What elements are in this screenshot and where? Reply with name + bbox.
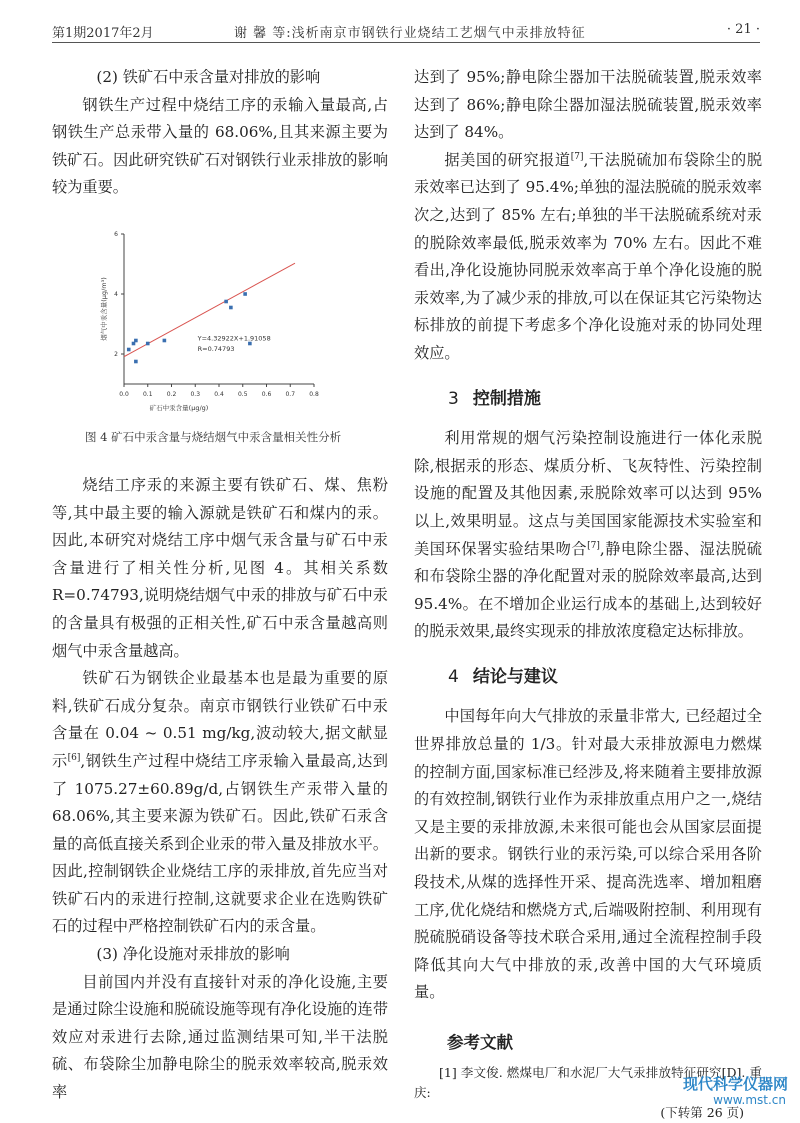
data-point [163, 339, 167, 343]
continued-note: (下转第 26 页) [660, 1104, 744, 1120]
paragraph: 据美国的研究报道[7],干法脱硫加布袋除尘的脱汞效率已达到了 95.4%;单独的湿法脱硫的脱汞效率次之,达到了 85% 左右;单独的半干法脱硫系统对汞的脱除效率最低,脱汞效率为 70% 左右。因此不难看出,净化设施协同脱汞效率高于单个净化设施的脱汞效率,为了减少汞的排放,可以在保证其它污染物达标排放的前提下考虑多个净化设施对汞的协同处理效应。 [414, 150, 763, 362]
y-tick-label: 2 [114, 350, 118, 358]
subheading-ore-mercury: (2) 铁矿石中汞含量对排放的影响 [96, 68, 321, 86]
left-column [52, 64, 388, 1107]
x-tick-label: 0.5 [237, 390, 248, 398]
paragraph: 利用常规的烟气污染控制设施进行一体化汞脱除,根据汞的形态、煤质分析、飞灰特性、污染控制设施的配置及其他因素,汞脱除效率可以达到 95% 以上,效果明显。这点与美国国家能源技术实验室和美国环保署实验结果吻合[7],静电除尘器、湿法脱硫和布袋除尘器的净化配置对汞的脱除效率最高,达到 95.4%。在不增加企业运行成本的基础上,达到较好的脱汞效果,最终实现汞的排放浓度稳定达标排放。 [414, 429, 762, 641]
paragraph: 达到了 95%;静电除尘器加干法脱硫装置,脱汞效率达到了 86%;静电除尘器加湿法脱硫装置,脱汞效率达到了 84%。 [414, 68, 762, 142]
citation: [7] [587, 540, 600, 551]
x-tick-label: 0.4 [214, 390, 224, 398]
reference-item: [1] 李文俊. 燃煤电厂和水泥厂大气汞排放特征研究[D]. 重庆: [414, 1064, 762, 1100]
journal-issue: 第1期2017年2月 [52, 26, 154, 41]
figure-caption: 图 4 矿石中汞含量与烧结烟气中汞含量相关性分析 [85, 429, 342, 444]
paragraph: 中国每年向大气排放的汞量非常大, 已经超过全世界排放总量的 1/3。针对最大汞排放源电力燃煤的控制方面,国家标准已经涉及,将来随着主要排放源的有效控制,钢铁行业作为汞排放重点用户之一,烧结又是主要的汞排放源,未来很可能也会从国家层面提出新的要求。钢铁行业的汞污染,可以综合采用各阶段技术,从煤的选择性开采、提高洗选率、增加粗磨工序,优化烧结和燃烧方式,后端吸附控制、利用现有脱硫脱硝设备等技术联合采用,通过全流程控制手段降低其向大气中排放的汞,改善中国的大气环境质量。 [414, 707, 762, 1002]
citation: [7] [570, 151, 584, 162]
site-watermark [654, 1073, 794, 1111]
data-point [146, 342, 150, 346]
right-column [414, 64, 762, 1123]
x-tick-label: 0.7 [285, 390, 296, 398]
x-tick-label: 0.1 [142, 390, 153, 398]
y-axis-label: 烟气中汞含量(μg/m³) [100, 277, 108, 341]
paragraph: 烧结工序汞的来源主要有铁矿石、煤、焦粉等,其中最主要的输入源就是铁矿石和煤内的汞。因此,本研究对烧结工序中烟气汞含量与矿石中汞含量进行了相关性分析,见图 4。其相关系数 R=0.74793,说明烧结烟气中汞的排放与矿石中汞的含量具有极强的正相关性,矿石中汞含量越高则烟气中汞含量越高。 [52, 475, 388, 660]
page-number: · 21 · [726, 22, 760, 37]
x-axis-label: 矿石中汞含量(μg/g) [149, 403, 209, 412]
running-header [52, 20, 760, 43]
fit-line [124, 263, 295, 357]
y-tick-label: 6 [114, 230, 118, 238]
paragraph: 目前国内并没有直接针对汞的净化设施,主要是通过除尘设施和脱硫设施等现有净化设施的连带效应对汞进行去除,通过监测结果可知,半干法脱硫、布袋除尘加静电除尘的脱汞效率较高,脱汞效率 [52, 972, 388, 1102]
x-tick-label: 0.2 [166, 390, 177, 398]
watermark-name: 现代科学仪器网 [682, 1075, 788, 1093]
subheading-purification: (3) 净化设施对汞排放的影响 [96, 945, 290, 964]
x-tick-label: 0.3 [190, 390, 201, 398]
x-tick-label: 0.8 [309, 390, 319, 398]
citation: [6] [67, 752, 81, 763]
x-tick-label: 0.6 [261, 390, 272, 398]
data-point [224, 300, 228, 304]
section-heading-3: 3 控制措施 [448, 388, 541, 409]
scatter-chart [52, 216, 388, 428]
running-title: 谢 馨 等:浅析南京市钢铁行业烧结工艺烟气中汞排放特征 [234, 26, 586, 41]
data-point [134, 339, 138, 343]
data-point [243, 292, 247, 296]
x-tick-label: 0.0 [119, 390, 129, 398]
watermark-url: www.mst.cn [713, 1093, 786, 1107]
references-title: 参考文献 [447, 1033, 513, 1052]
figure-4 [52, 216, 388, 428]
data-point [229, 306, 233, 310]
fit-equation: Y=4.32922X+1.91058 [197, 334, 271, 343]
paragraph: 铁矿石为钢铁企业最基本也是最为重要的原料,铁矿石成分复杂。南京市钢铁行业铁矿石中汞含量在 0.04 ~ 0.51 mg/kg,波动较大,据文献显示[6],钢铁生产过程中烧结工序汞输入量最高,达到了 1075.27±60.89g/d,占钢铁生产汞带入量的 68.06%,其主要来源为铁矿石。因此,铁矿石汞含量的高低直接关系到企业汞的带入量及排放水平。因此,控制钢铁企业烧结工序的汞排放,首先应当对铁矿石内的汞进行控制,这就要求企业在选购铁矿石的过程中严格控制铁矿石内的汞含量。 [52, 669, 388, 936]
section-heading-4: 4 结论与建议 [448, 666, 558, 687]
data-point [134, 360, 138, 364]
data-point [127, 348, 131, 352]
y-tick-label: 4 [114, 290, 118, 298]
r-value: R=0.74793 [197, 344, 235, 353]
paragraph: 钢铁生产过程中烧结工序的汞输入量最高,占钢铁生产总汞带入量的 68.06%,且其来源主要为铁矿石。因此研究铁矿石对钢铁行业汞排放的影响较为重要。 [52, 95, 388, 197]
